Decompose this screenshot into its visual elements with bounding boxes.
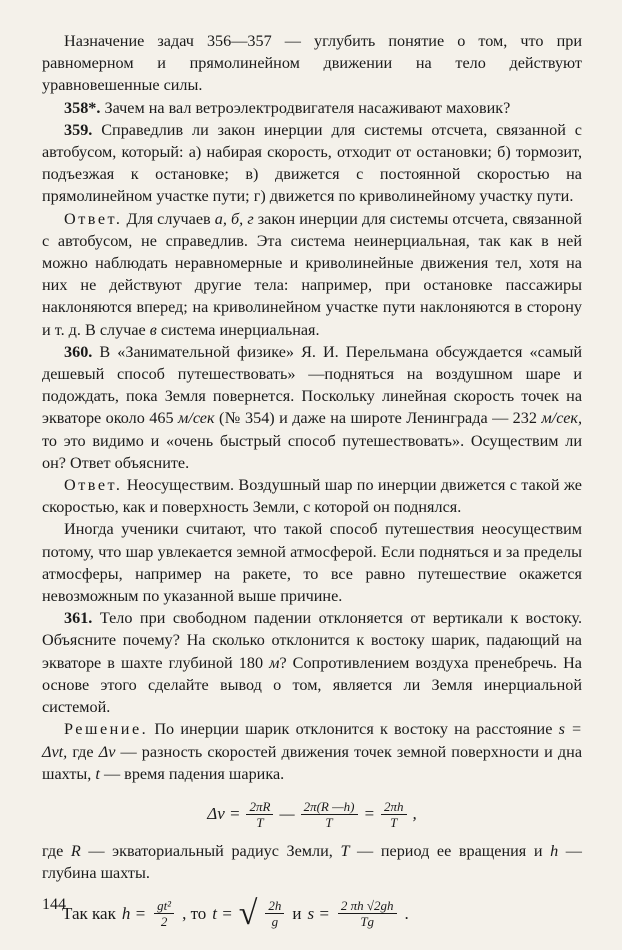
- problem-number: 361.: [64, 609, 93, 628]
- page-content: [42, 30, 582, 939]
- answer-label: Ответ.: [64, 476, 123, 495]
- note-paragraph: Иногда ученики считают, что такой способ путешествия неосуществим потому, что шар увлекается земной атмосферой. Если подняться и за пределы атмосферы, например на ракете, то все равно путешествие окажется невозможным по указанной выше причине.: [42, 520, 582, 606]
- problem-358: 358*. Зачем на вал ветроэлектродвигателя насаживают маховик?: [64, 98, 511, 117]
- problem-360: 360. В «Занимательной физике» Я. И. Перельмана обсуждается «самый дешевый способ путешествовать» —подняться на воздушном шаре и подождать, пока Земля повернется. Поскольку линейная скорость точек на экваторе около 465 м/сек (№ 354) и даже на широте Ленинграда — 232 м/сек, то это видимо и «очень быстрый способ путешествовать». Осуществим ли он? Ответ объясните.: [42, 342, 582, 472]
- answer-label: Ответ.: [64, 209, 123, 228]
- paragraph-intro: Назначение задач 356—357 — углубить понятие о том, что при равномерном и прямолинейном движении на тело действуют уравновешенные силы.: [42, 32, 582, 95]
- problem-359: 359. Справедлив ли закон инерции для системы отсчета, связанной с автобусом, который: а) набирая скорость, отходит от остановки; б) тормозит, подъезжая к остановке; в) движется с постоянной скоростью на прямолинейном участке пути; г) движется по криволинейному участку пути.: [42, 120, 582, 206]
- fraction: $\frac{2\pi(R —h)}{T}$: [301, 799, 358, 830]
- formula-delta-v: Δv = $\frac{2\pi R}{T}$ — $\frac{2\pi(R —h)}{T}$ = $\frac{2\pi h}{T}$ ,: [207, 798, 417, 830]
- fraction: $\frac{\text{gt²}}{2}$: [154, 898, 174, 929]
- fraction: $\frac{2\pi R}{T}$: [246, 799, 273, 830]
- page-number: 144: [42, 896, 66, 913]
- answer-359: Ответ. Для случаев а, б, г закон инерции для системы отсчета, связанной с автобусом, не справедлив. Эта система неинерциальная, так как в ней можно наблюдать неравномерные и криволинейные движения тел, хотя на них не действуют другие тела: например, при остановке пассажиры наклоняются вперед; на криволинейном участке пути наклоняются в сторону и т. д. В случае в система инерциальная.: [42, 209, 582, 339]
- answer-360: Ответ. Неосуществим. Воздушный шар по инерции движется с такой же скоростью, как и поверхность Земли, с которой он поднялся.: [42, 476, 582, 517]
- problem-361: 361. Тело при свободном падении отклоняется от вертикали к востоку. Объясните почему? На сколько отклонится к востоку шарик, падающий на экваторе в шахте глубиной 180 м? Сопротивлением воздуха пренебречь. На основе этого сделайте вывод о том, является ли Земля инерциальной системой.: [42, 609, 582, 717]
- radical-sign: √: [238, 894, 258, 932]
- fraction: $\frac{2h}{g}$: [265, 898, 284, 929]
- problem-number: 360.: [64, 342, 93, 361]
- fraction: $\frac{2 \pi h √2gh}{Tg}$: [338, 898, 397, 929]
- problem-number: 359.: [64, 120, 93, 139]
- problem-number: 358*.: [64, 98, 101, 117]
- definitions-paragraph: где R — экваториальный радиус Земли, T — период ее вращения и h — глубина шахты.: [42, 841, 582, 883]
- fraction: $\frac{2\pi h}{T}$: [381, 799, 407, 830]
- formula-s: Так как h = $\frac{\text{gt²}}{2}$ , то t = √ $\frac{2h}{g}$ и s = $\frac{2 \pi h √2gh}{Tg}$ .: [62, 894, 409, 932]
- solution-361: Решение. По инерции шарик отклонится к востоку на расстояние s = Δvt, где Δv — разность скоростей движения точек земной поверхности и дна шахты, t — время падения шарика.: [42, 720, 582, 783]
- solution-label: Решение.: [64, 720, 149, 739]
